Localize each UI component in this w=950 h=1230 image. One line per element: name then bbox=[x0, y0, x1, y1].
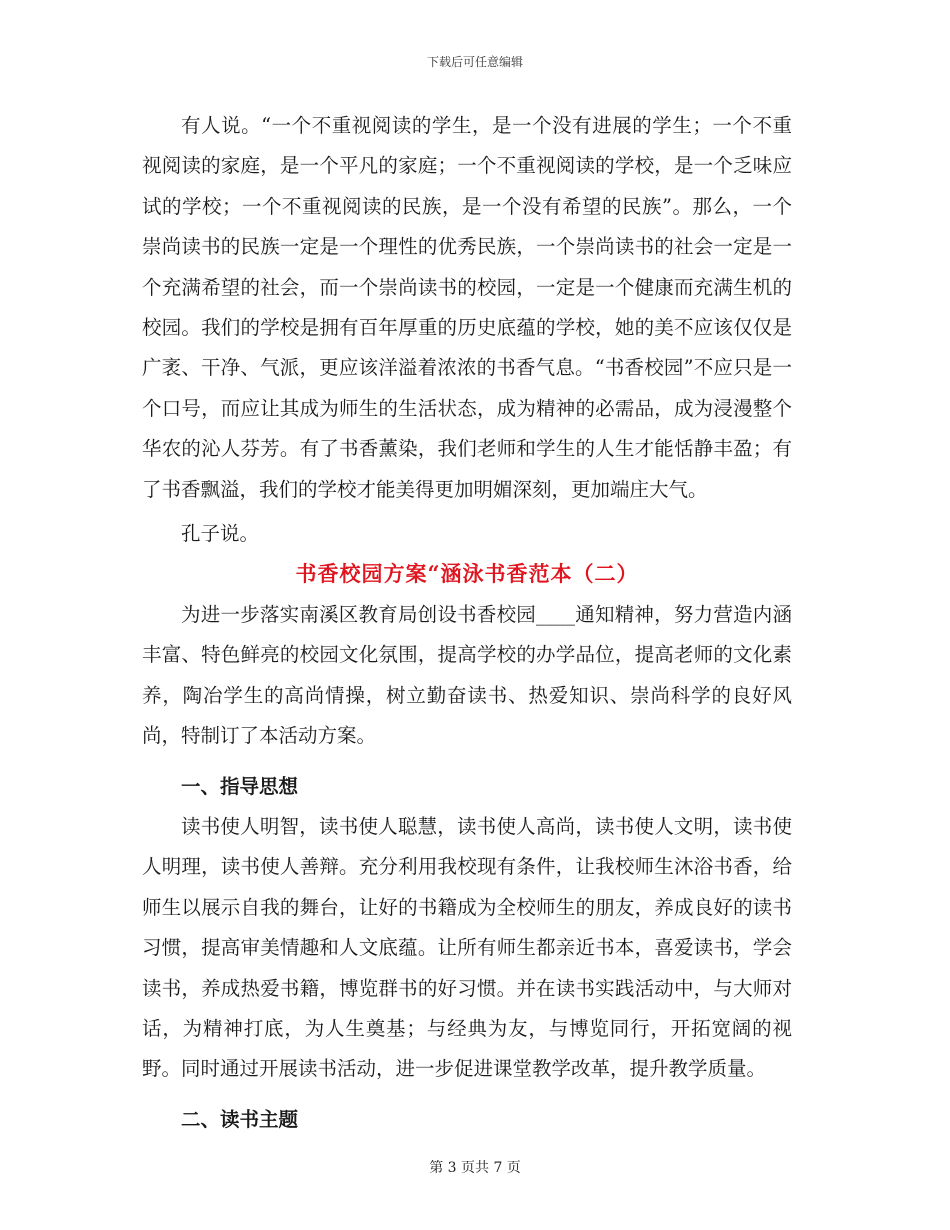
heading-reading-theme: 二、读书主题 bbox=[181, 1107, 299, 1131]
document-body bbox=[142, 106, 792, 1140]
paragraph-intro: 为进一步落实南溪区教育局创设书香校园____通知精神，努力营造内涵丰富、特色鲜亮的校园文化氛围，提高学校的办学品位，提高老师的文化素养，陶冶学生的高尚情操，树立勤奋读书、热爱知识、崇尚科学的良好风尚，特制订了本活动方案。 bbox=[142, 602, 792, 748]
heading-guiding-ideology: 一、指导思想 bbox=[181, 774, 299, 798]
paragraph-reading-quote: 有人说。“一个不重视阅读的学生，是一个没有进展的学生；一个不重视阅读的家庭，是一个平凡的家庭；一个不重视阅读的学校，是一个乏味应试的学校；一个不重视阅读的民族，是一个没有希望的民族”。那么，一个崇尚读书的民族一定是一个理性的优秀民族，一个崇尚读书的社会一定是一个充满希望的社会，而一个崇尚读书的校园，一定是一个健康而充满生机的校园。我们的学校是拥有百年厚重的历史底蕴的学校，她的美不应该仅仅是广袤、干净、气派，更应该洋溢着浓浓的书香气息。“书香校园”不应只是一个口号，而应让其成为师生的生活状态，成为精神的必需品，成为浸漫整个华农的沁人芬芳。有了书香薰染，我们老师和学生的人生才能恬静丰盈；有了书香飘溢，我们的学校才能美得更加明媚深刻，更加端庄大气。 bbox=[142, 114, 792, 501]
paragraph-confucius: 孔子说。 bbox=[181, 522, 260, 546]
page-number: 第 3 页共 7 页 bbox=[429, 1160, 521, 1176]
paragraph-guiding-ideology: 读书使人明智，读书使人聪慧，读书使人高尚，读书使人文明，读书使人明理，读书使人善辩。充分利用我校现有条件，让我校师生沐浴书香，给师生以展示自我的舞台，让好的书籍成为全校师生的朋友，养成良好的读书习惯，提高审美情趣和人文底蕴。让所有师生都亲近书本，喜爱读书，学会读书，养成热爱书籍，博览群书的好习惯。并在读书实践活动中，与大师对话，为精神打底，为人生奠基；与经典为友，与博览同行，开拓宽阔的视野。同时通过开展读书活动，进一步促进课堂教学改革，提升教学质量。 bbox=[142, 814, 792, 1081]
section-title: 书香校园方案“涵泳书香范本（二） bbox=[295, 561, 639, 587]
header-note: 下载后可任意编辑 bbox=[426, 55, 523, 69]
